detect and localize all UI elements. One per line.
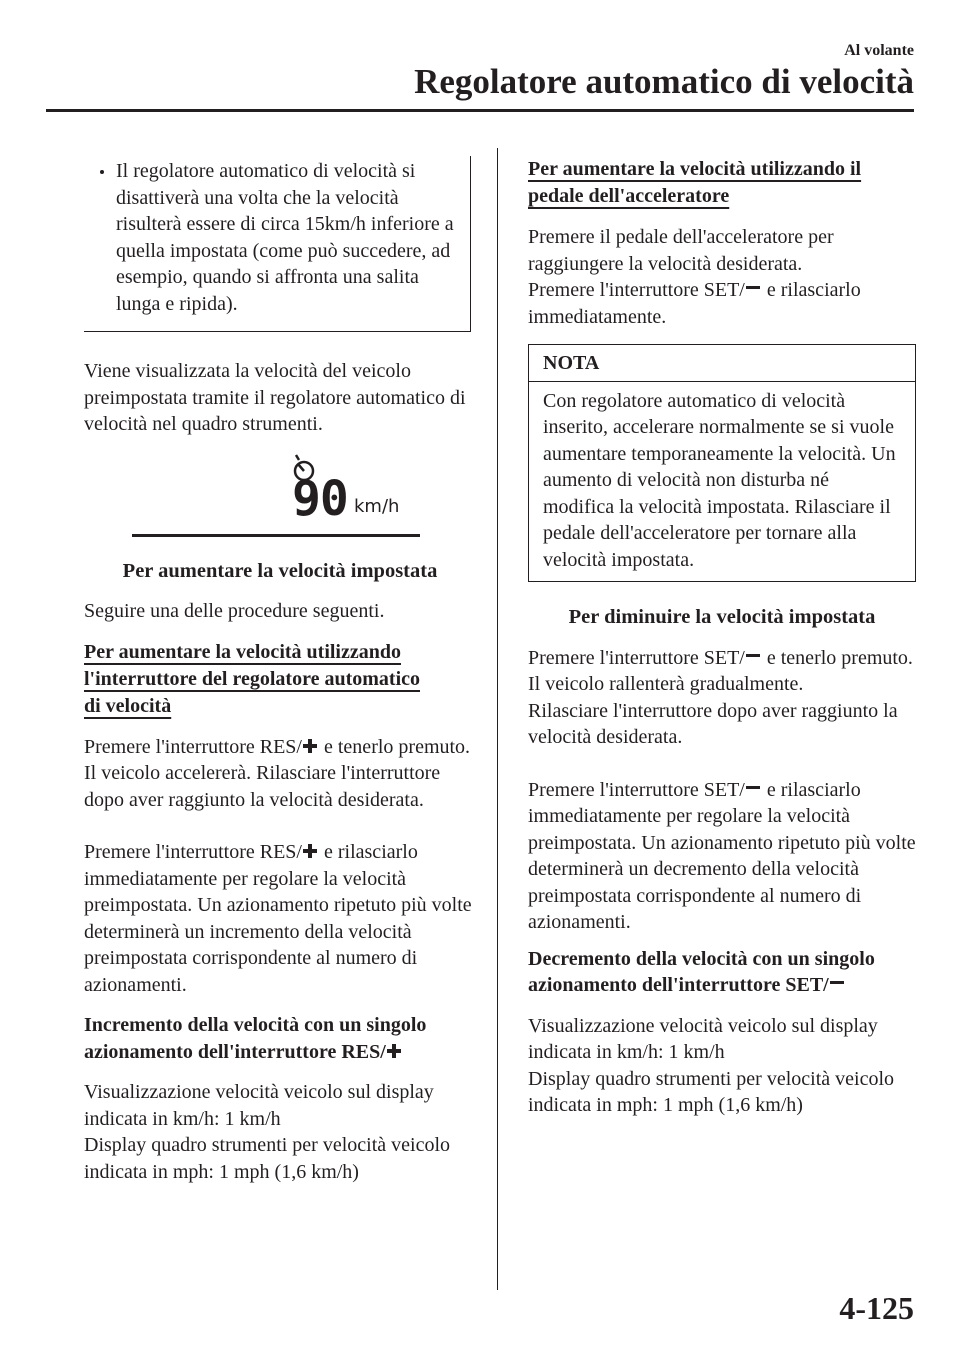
minus-icon	[746, 282, 760, 296]
heading-increase: Per aumentare la velocità impostata	[122, 559, 438, 582]
plus-icon	[303, 844, 317, 858]
decrement-kmh: Visualizzazione velocità veicolo sul display indicata in km/h: 1 km/h	[528, 1014, 878, 1063]
release-paragraph: Rilasciare l'interruttore dopo aver raggiunto la velocità desiderata.	[528, 699, 898, 748]
pedal-text: Premere il pedale dell'acceleratore per raggiungere la velocità desiderata.	[528, 226, 834, 275]
heading-decrease: Per diminuire la velocità impostata	[568, 606, 876, 628]
minus-icon	[746, 650, 760, 664]
column-divider	[497, 148, 498, 1290]
speed-value: 90	[292, 470, 348, 527]
speed-display-figure	[84, 452, 476, 544]
subhead-switch: Per aumentare la velocità utilizzando l'interruttore del regolatore automatico di velocità	[84, 640, 421, 717]
header-rule	[46, 109, 914, 112]
left-column	[84, 156, 476, 1185]
set-press-paragraph: Premere l'interruttore SET/ e rilasciarlo immediatamente per regolare la velocità preimpostata. Un azionamento ripetuto più volte determinerà un decremento della velocità preimpostata corrispondente al numero di azionamenti.	[528, 778, 916, 933]
nota-title: NOTA	[529, 345, 915, 382]
bullet-icon	[100, 170, 104, 174]
minus-icon	[830, 977, 844, 991]
right-column	[528, 156, 916, 1119]
increment-heading: Incremento della velocità con un singolo azionamento dell'interruttore RES/	[84, 1014, 427, 1063]
page-title: Regolatore automatico di velocità	[414, 62, 914, 101]
nota-body: Con regolatore automatico di velocità inserito, accelerare normalmente se si vuole aumentare temporaneamente la velocità. Un aumento di velocità non disturba né modifica la velocità impostata. Rilasciare il pedale dell'acceleratore per tornare alla velocità impostata.	[543, 389, 896, 571]
intro-paragraph: Viene visualizzata la velocità del veicolo preimpostata tramite il regolatore automatico di velocità nel quadro strumenti.	[84, 360, 466, 435]
res-hold-paragraph: Premere l'interruttore RES/ e tenerlo premuto. Il veicolo accelererà. Rilasciare l'interruttore dopo aver raggiunto la velocità desiderata.	[84, 735, 471, 811]
minus-icon	[746, 782, 760, 796]
page-number: 4-125	[839, 1290, 914, 1326]
increment-mph: Display quadro strumenti per velocità veicolo indicata in mph: 1 mph (1,6 km/h)	[84, 1134, 451, 1183]
pedal-set-text: Premere l'interruttore SET/ e rilasciarlo immediatamente.	[528, 279, 861, 328]
res-press-paragraph: Premere l'interruttore RES/ e rilasciarlo immediatamente per regolare la velocità preimpostata. Un azionamento ripetuto più volte determinerà un incremento della velocità preimpostata corrispondente al numero di azionamenti.	[84, 841, 472, 996]
section-label: Al volante	[844, 42, 914, 59]
procedures-intro: Seguire una delle procedure seguenti.	[84, 600, 385, 622]
bullet-note-box	[84, 156, 471, 332]
bullet-text: Il regolatore automatico di velocità si disattiverà una volta che la velocità risulterà essere di circa 15km/h inferiore a quella impostata (come può succedere, ad esempio, quando si affronta una salita lunga e ripida).	[116, 160, 454, 315]
plus-icon	[303, 739, 317, 753]
decrement-heading: Decremento della velocità con un singolo azionamento dell'interruttore SET/	[528, 947, 875, 996]
increment-kmh: Visualizzazione velocità veicolo sul display indicata in km/h: 1 km/h	[84, 1081, 434, 1130]
nota-box	[528, 344, 916, 582]
set-hold-paragraph: Premere l'interruttore SET/ e tenerlo premuto. Il veicolo rallenterà gradualmente.	[528, 646, 913, 695]
subhead-pedal: Per aumentare la velocità utilizzando il pedale dell'acceleratore	[528, 158, 862, 207]
figure-rule	[132, 534, 420, 537]
speed-unit: km/h	[354, 495, 400, 517]
decrement-mph: Display quadro strumenti per velocità veicolo indicata in mph: 1 mph (1,6 km/h)	[528, 1067, 895, 1116]
plus-icon	[387, 1044, 401, 1058]
